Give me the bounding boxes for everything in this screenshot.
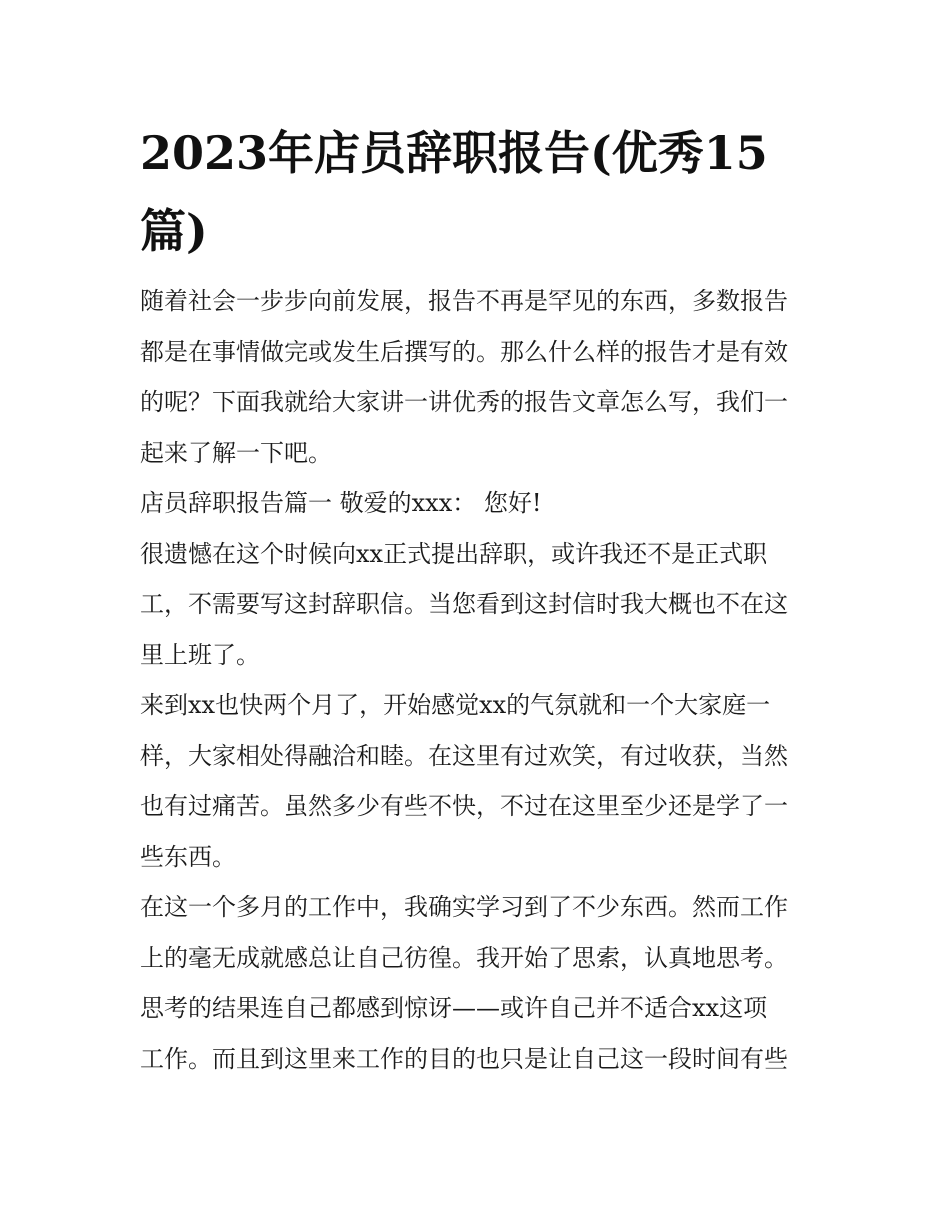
document-title xyxy=(140,114,820,270)
body-line: 随着社会一步步向前发展，报告不再是罕见的东西，多数报告 xyxy=(140,287,788,315)
title-line: 篇) xyxy=(140,204,208,258)
body-line: 也有过痛苦。虽然多少有些不快，不过在这里至少还是学了一 xyxy=(140,792,788,820)
body-line: 些东西。 xyxy=(140,842,236,871)
document-body xyxy=(140,276,812,1084)
body-line: 都是在事情做完或发生后撰写的。那么什么样的报告才是有效 xyxy=(140,337,788,366)
title-line: 2023年店员辞职报告(优秀15 xyxy=(140,126,768,180)
body-line: 思考的结果连自己都感到惊讶——或许自己并不适合xx这项 xyxy=(140,994,768,1022)
body-line: 工作。而且到这里来工作的目的也只是让自己这一段时间有些 xyxy=(140,1044,788,1073)
body-line: 样，大家相处得融洽和睦。在这里有过欢笑，有过收获，当然 xyxy=(140,741,788,770)
body-line: 在这一个多月的工作中，我确实学习到了不少东西。然而工作 xyxy=(140,893,788,921)
body-line: 来到xx也快两个月了，开始感觉xx的气氛就和一个大家庭一 xyxy=(140,691,771,719)
body-line: 里上班了。 xyxy=(140,640,260,669)
section-heading-line: 店员辞职报告篇一 敬爱的xxx： 您好! xyxy=(140,489,542,517)
body-line: 很遗憾在这个时候向xx正式提出辞职，或许我还不是正式职 xyxy=(140,539,768,568)
body-line: 起来了解一下吧。 xyxy=(140,438,332,467)
body-line: 工，不需要写这封辞职信。当您看到这封信时我大概也不在这 xyxy=(140,590,788,618)
body-line: 上的毫无成就感总让自己彷徨。我开始了思索，认真地思考。 xyxy=(140,943,788,972)
body-line: 的呢？下面我就给大家讲一讲优秀的报告文章怎么写，我们一 xyxy=(140,388,788,416)
